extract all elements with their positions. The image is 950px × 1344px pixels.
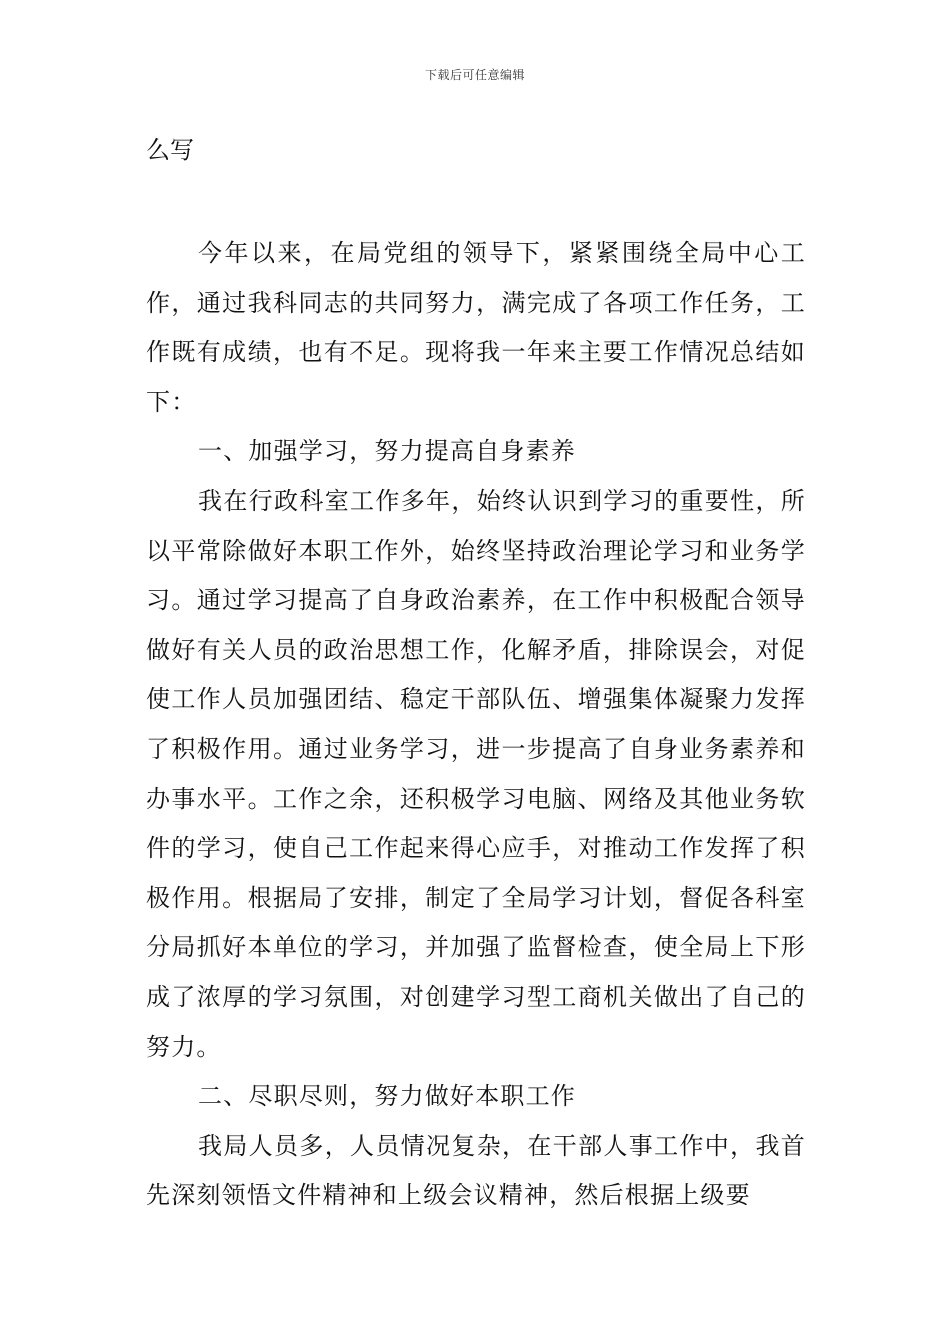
intro-paragraph: 今年以来，在局党组的领导下，紧紧围绕全局中心工作，通过我科同志的共同努力，满完成了各项工作任务，工作既有成绩，也有不足。现将我一年来主要工作情况总结如下： [146, 239, 806, 416]
section-heading-1: 一、加强学习，努力提高自身素养 [198, 437, 576, 466]
study-paragraph: 我在行政科室工作多年，始终认识到学习的重要性，所以平常除做好本职工作外，始终坚持政治理论学习和业务学习。通过学习提高了自身政治素养，在工作中积极配合领导做好有关人员的政治思想工作，化解矛盾，排除误会，对促使工作人员加强团结、稳定干部队伍、增强集体凝聚力发挥了积极作用。通过业务学习，进一步提高了自身业务素养和办事水平。工作之余，还积极学习电脑、网络及其他业务软件的学习，使自己工作起来得心应手，对推动工作发挥了积极作用。根据局了安排，制定了全局学习计划，督促各科室分局抓好本单位的学习，并加强了监督检查，使全局上下形成了浓厚的学习氛围，对创建学习型工商机关做出了自己的努力。 [146, 486, 806, 1061]
personnel-paragraph: 我局人员多，人员情况复杂，在干部人事工作中，我首先深刻领悟文件精神和上级会议精神，然后根据上级要 [146, 1131, 806, 1210]
continued-title-fragment: 么写 [146, 136, 194, 164]
header-note: 下载后可任意编辑 [424, 68, 525, 82]
section-heading-2: 二、尽职尽则，努力做好本职工作 [198, 1082, 576, 1111]
document-body [146, 229, 806, 1221]
